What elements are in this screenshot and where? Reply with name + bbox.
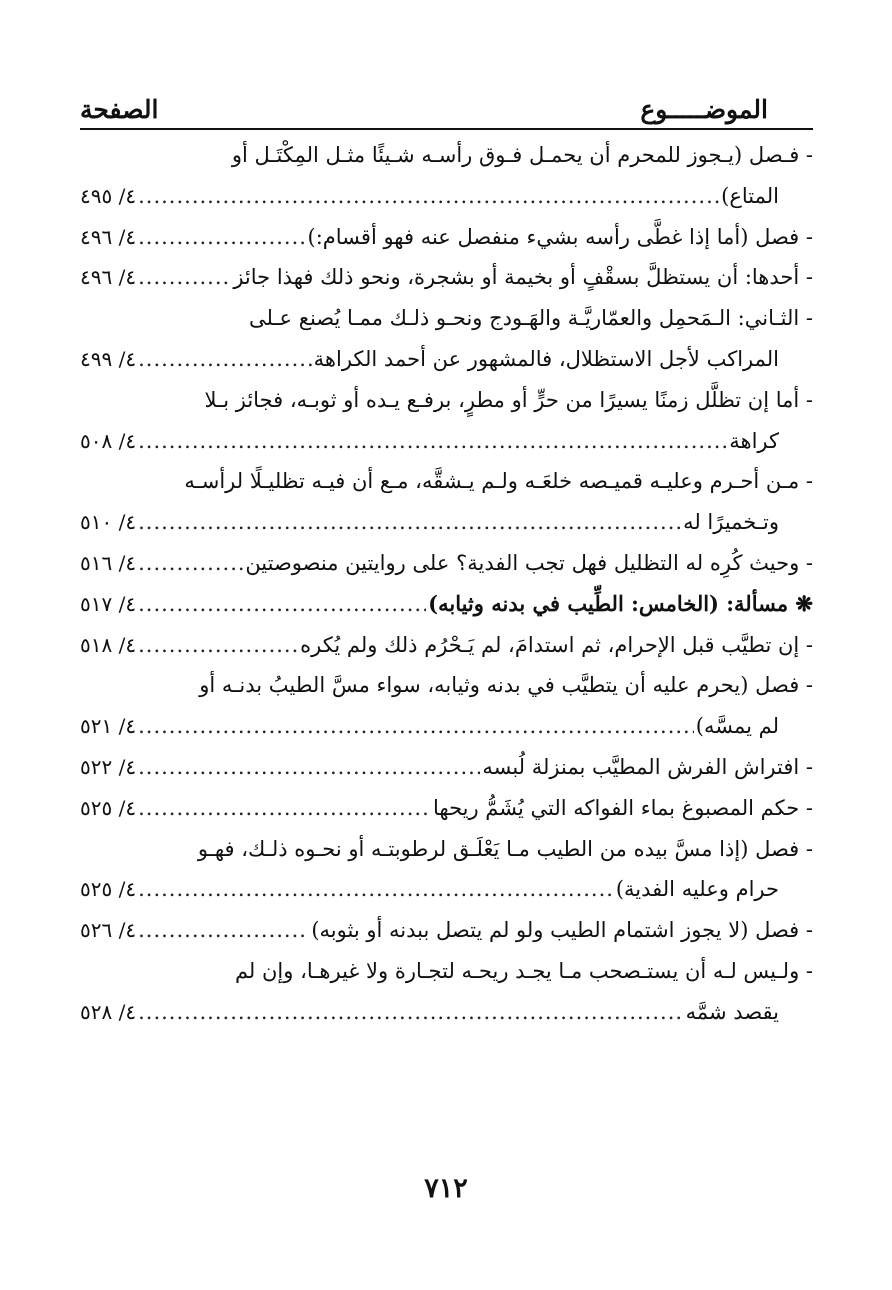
index-line: وتـخميرًا له ..... ٤/ ٥١٠ <box>80 502 813 543</box>
index-line: كراهة ..... ٤/ ٥٠٨ <box>80 421 813 462</box>
page-reference: ٤/ ٥٢٥ <box>80 795 137 820</box>
topic-column-label: الموضـــــوع <box>640 95 768 124</box>
page-number: ٧١٢ <box>424 1173 468 1204</box>
page-reference: ٤/ ٥٠٨ <box>80 428 137 453</box>
index-line: - فصل (إذا مسَّ بيده من الطيب مـا يَعْلَـق لرطوبتـه أو نحـوه ذلـك، فهـو <box>197 836 813 861</box>
index-line: - إن تطيَّب قبل الإحرام، ثم استدامَ، لم يَـحْرُم ذلك ولم يُكره ..... ٤/ ٥١٨ <box>80 625 813 666</box>
page-column-label: الصفحة <box>80 95 159 124</box>
page-reference: ٤/ ٤٩٦ <box>80 224 137 249</box>
page-reference: ٤/ ٥٢٥ <box>80 877 137 902</box>
index-line: ❋ مسألة: (الخامس: الطِّيب في بدنه وثيابه) ..... ٤/ ٥١٧ <box>80 584 813 625</box>
index-line: - فصل (يحرم عليه أن يتطيَّب في بدنه وثيابه، سواء مسَّ الطيبُ بدنـه أو <box>199 673 813 698</box>
page-reference: ٤/ ٥٢١ <box>80 714 137 739</box>
page-reference: ٤/ ٤٩٦ <box>80 265 137 290</box>
index-line: المراكب لأجل الاستظلال، فالمشهور عن أحمد الكراهة ..... ٤/ ٤٩٩ <box>80 339 813 380</box>
index-line: - مـن أحـرم وعليـه قميـصه خلعَـه ولـم يـشقَّه، مـع أن فيـه تظليـلًا لرأسـه <box>184 469 813 494</box>
index-line: المتاع) ..... ٤/ ٤٩٥ <box>80 176 813 217</box>
page-reference: ٤/ ٤٩٥ <box>80 183 137 208</box>
index-line: - الثـاني: الـمَحمِل والعمّاريَّـة والهَـودج ونحـو ذلـك ممـا يُصنع عـلى <box>248 306 813 331</box>
page-reference: ٤/ ٤٩٩ <box>80 346 137 371</box>
page-reference: ٤/ ٥١٠ <box>80 510 137 535</box>
page-reference: ٤/ ٥١٦ <box>80 550 137 575</box>
index-line: - أما إن تظلَّل زمنًا يسيرًا من حرٍّ أو مطرٍ، برفـع يـده أو ثوبـه، فجائز بـلا <box>204 387 813 412</box>
index-line: حرام وعليه الفدية) ..... ٤/ ٥٢٥ <box>80 869 813 910</box>
index-line: - ولـيس لـه أن يستـصحب مـا يجـد ريحـه لتجـارة ولا غيرهـا، وإن لم <box>234 958 813 983</box>
index-line: - وحيث كُرِه له التظليل فهل تجب الفدية؟ على روايتين منصوصتين ..... ٤/ ٥١٦ <box>80 543 813 584</box>
page-reference: ٤/ ٥٢٦ <box>80 918 137 943</box>
index-line: - فـصل (يـجوز للمحرم أن يحمـل فـوق رأسـه شـيئًا مثـل المِكْتَـل أو <box>231 143 813 167</box>
index-entries <box>80 135 813 1033</box>
index-header <box>80 78 813 130</box>
index-line: لم يمسَّه) ..... ٤/ ٥٢١ <box>80 706 813 747</box>
index-line: - حكم المصبوغ بماء الفواكه التي يُشَمُّ ريحها ..... ٤/ ٥٢٥ <box>80 788 813 829</box>
page-reference: ٤/ ٥١٨ <box>80 632 137 657</box>
index-line: يقصد شمَّه ..... ٤/ ٥٢٨ <box>80 992 813 1033</box>
page-reference: ٤/ ٥٢٢ <box>80 754 137 779</box>
index-line: - فصل (أما إذا غطَّى رأسه بشيء منفصل عنه فهو أقسام:) ..... ٤/ ٤٩٦ <box>80 217 813 258</box>
index-line: - أحدها: أن يستظلَّ بسقْفٍ أو بخيمة أو بشجرة، ونحو ذلك فهذا جائز ..... ٤/ ٤٩٦ <box>80 257 813 298</box>
page-reference: ٤/ ٥٢٨ <box>80 999 137 1024</box>
page-reference: ٤/ ٥١٧ <box>80 591 137 616</box>
index-line: - افتراش الفرش المطيَّب بمنزلة لُبسه ..... ٤/ ٥٢٢ <box>80 747 813 788</box>
index-line: - فصل (لا يجوز اشتمام الطيب ولو لم يتصل ببدنه أو بثوبه) ..... ٤/ ٥٢٦ <box>80 910 813 951</box>
